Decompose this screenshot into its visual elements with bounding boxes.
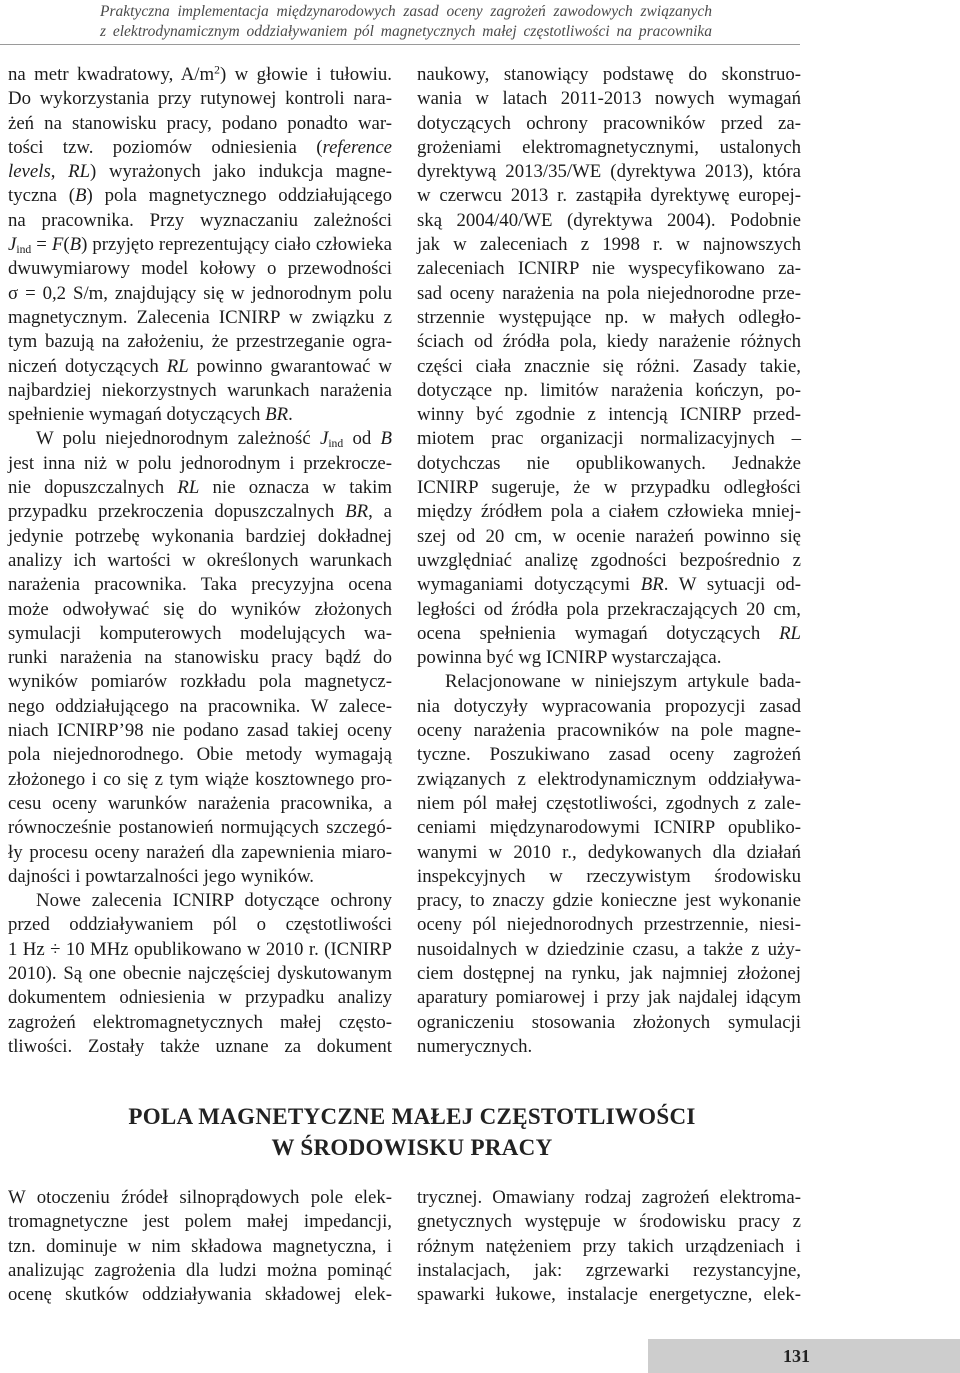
italic-term: RL (177, 477, 200, 499)
text-run: ) pola magnetycznego oddziałującego (86, 185, 392, 207)
text-line: magnetycznym. Zalecenia ICNIRP w związku z (8, 306, 392, 328)
text-line: dyrektywą 2013/35/WE (dyrektywa 2013), która (417, 161, 801, 183)
text-line: winny być zgodnie z intencją ICNIRP przed- (417, 404, 801, 426)
text-line: analizy ich wartości w określonych warunkach (8, 549, 392, 571)
text-line: dwuwymiarowy model kołowy o przewodności (8, 258, 392, 280)
text-line (8, 63, 392, 87)
text-line (417, 573, 801, 597)
text-run: , a (368, 501, 392, 523)
text-line (8, 476, 392, 500)
italic-term: J (319, 428, 329, 450)
text-line: niem pól małej częstotliwości, zgodnych z zale- (417, 792, 801, 814)
text-line: ły procesu oceny narażeń dla zapewnienia miaro- (8, 841, 392, 863)
text-line: sad oceny narażenia na pola niejednorodne prze- (417, 282, 801, 304)
text-line: analizując zagrożenia dla ludzi można pominąć (8, 1259, 392, 1281)
text-line (417, 622, 801, 646)
text-line: aparatury pomiarowej i przy jak najdalej idącym (417, 987, 801, 1009)
text-run: od (343, 428, 381, 450)
italic-term: RL (68, 161, 91, 183)
text-line: ICNIRP sugeruje, że w przypadku odległości (417, 477, 801, 499)
text-line: Nowe zalecenia ICNIRP dotyczące ochrony (36, 890, 392, 912)
text-line: jest inna niż w polu jednorodnym i przekrocze- (8, 452, 392, 474)
text-line: ograniczeniu stosowania złożonych symulacji (417, 1011, 801, 1033)
text-line (8, 403, 392, 427)
text-line: może odwoływać się do wyników złożonych (8, 598, 392, 620)
header-divider (0, 44, 800, 45)
text-line (8, 500, 392, 524)
text-run: na metr kwadratowy, A/m (8, 64, 215, 85)
running-header-line: Praktyczna implementacja międzynarodowych zasad oceny zagrożeń zawodowych związanych (100, 3, 712, 20)
text-line: trycznej. Omawiany rodzaj zagrożeń elektroma- (417, 1187, 801, 1208)
text-run: ) wyrażonych jako indukcja magne- (90, 161, 393, 183)
text-line: naukowy, stanowiący podstawę do skonstruo- (417, 64, 801, 85)
text-line: gnetycznych występuje w środowisku pracy z (417, 1211, 801, 1233)
text-run: wymaganiami dotyczącymi (417, 574, 641, 596)
text-line: tyczne. Poszukiwano zasad oceny zagrożeń (417, 744, 801, 766)
text-run: . W sytuacji od- (663, 574, 801, 596)
section-heading-line: W ŚRODOWISKU PRACY (271, 1135, 553, 1160)
text-line: ściach od źródła pola, kiedy narażenie różnych (417, 331, 801, 353)
text-line: na pracownika. Przy wyznaczaniu zależności (8, 209, 392, 231)
text-line: wyników pomiarów rozkładu pola magnetycz- (8, 671, 392, 693)
text-line: ceniami międzynarodowymi ICNIRP opubliko- (417, 817, 801, 839)
text-line: przed oddziaływaniem pól o częstotliwości (8, 914, 392, 936)
right-text-column (417, 63, 801, 1059)
text-line: 2010). Są one obecnie najczęściej dyskutowanym (8, 962, 392, 984)
text-run: przypadku przekroczenia dopuszczalnych (8, 501, 346, 523)
text-run: . (288, 404, 293, 426)
text-run: , (50, 161, 69, 183)
section-heading (112, 1101, 712, 1163)
text-line: oceny narażenia pracowników na pole magne- (417, 720, 801, 742)
italic-term: J (8, 234, 17, 256)
text-line: nusoidalnych w dziedzinie czasu, a także z uży- (417, 938, 801, 960)
text-line: zaleceniach ICNIRP nie wyspecyfikowano za- (417, 258, 801, 280)
text-line (8, 160, 392, 184)
italic-term: F (51, 234, 64, 256)
running-header (100, 2, 712, 42)
subscript: ind (16, 242, 32, 256)
text-line: uwzględniać analizę zgodności bezpośrednio z (417, 549, 801, 571)
italic-term: RL (779, 622, 801, 644)
page-number: 131 (783, 1346, 810, 1366)
text-line: wania w latach 2011-2013 nowych wymagań (417, 88, 801, 110)
text-line: jak w zaleceniach z 1998 r. w najnowszych (417, 234, 801, 256)
text-line (8, 427, 392, 451)
text-line (8, 355, 392, 379)
text-line: ocenę skutków oddziaływania składowej elek- (8, 1284, 392, 1306)
text-run: ocena spełnienia wymagań dotyczących (417, 622, 780, 644)
section-right-column (417, 1186, 801, 1307)
text-line: powinna być wg ICNIRP wystarczająca. (417, 647, 722, 669)
text-line: narażenia pracownika. Taka precyzyjna ocena (8, 574, 392, 596)
text-line: żeń na stanowisku pracy, podano ponadto war- (8, 112, 392, 134)
text-run: powinno gwarantować w (188, 355, 392, 377)
text-line: pola niejednorodnego. Obie metody wymagają (8, 744, 392, 766)
text-line: inspekcyjnych w rzeczywistym środowisku (417, 865, 801, 887)
text-line: równocześnie postanowień normujących szczegó- (8, 817, 392, 839)
text-run: nie dopuszczalnych (8, 477, 178, 499)
text-run: niczeń dotyczących (8, 355, 167, 377)
text-line: grożeniami elektromagnetycznymi, ustalonych (417, 136, 801, 158)
text-line: dotyczących ochrony pracowników przed za- (417, 112, 801, 134)
text-line: miotem prac organizacji normalizacyjnych – (417, 428, 801, 450)
text-line: części ciała znacznie się różni. Zasady takie, (417, 355, 801, 377)
italic-term: B (380, 428, 392, 450)
superscript: 2 (214, 63, 220, 77)
italic-term: B (69, 234, 82, 256)
text-run: tości tzw. poziomów odniesienia ( (8, 136, 323, 158)
italic-term: RL (166, 355, 189, 377)
text-run: spełnienie wymagań dotyczących (8, 404, 266, 426)
text-run: W polu niejednorodnym zależność (36, 428, 320, 450)
text-line: w czerwcu 2013 r. zastąpiła dyrektywę europej- (417, 185, 801, 207)
italic-term: B (75, 185, 87, 207)
text-line: zagrożeń elektromagnetycznych małej często- (8, 1011, 392, 1033)
text-run: ) przyjęto reprezentujący ciało człowieka (81, 234, 393, 256)
text-line: oceny pól niejednorodnych przestrzennie, niesi- (417, 914, 801, 936)
text-line: wanymi w 2010 r., dedykowanych dla działań (417, 841, 801, 863)
italic-term: BR (640, 574, 664, 596)
text-line: tym bazują na założeniu, że przestrzeganie ogra- (8, 331, 392, 353)
text-line: złożonego i co się z tym wiąże kosztownego pro- (8, 768, 392, 790)
italic-term: BR (265, 404, 289, 426)
text-line: dokumentem odniesienia w przypadku analizy (8, 987, 392, 1009)
text-line (8, 184, 392, 208)
text-line: Do wykorzystania przy rutynowej kontroli nara- (8, 88, 392, 110)
text-line: pracy, to znaczy gdzie konieczne jest wykonanie (417, 890, 801, 912)
text-line: symulacji komputerowych modelujących wa- (8, 622, 392, 644)
text-line: nego oddziałującego na pracownika. W zalece- (8, 695, 392, 717)
italic-term: BR (345, 501, 369, 523)
section-heading-line: POLA MAGNETYCZNE MAŁEJ CZĘSTOTLIWOŚCI (128, 1104, 696, 1129)
text-line: spawarki łukowe, instalacje energetyczne, elek- (417, 1284, 801, 1306)
text-run: ( (63, 234, 70, 256)
text-line: strzennie występujące np. w małych odległo- (417, 306, 801, 328)
text-line: instalacjach, jak: zgrzewarki rezystancyjne, (417, 1259, 801, 1281)
text-run: ) w głowie i tułowiu. (219, 64, 392, 85)
text-run: = (31, 234, 52, 256)
italic-term: levels (8, 161, 51, 183)
text-line: Relacjonowane w niniejszym artykule bada- (445, 671, 801, 693)
text-line: tliwości. Zostały także uznane za dokument (8, 1035, 392, 1057)
text-line: jedynie potrzebę wykonania bardziej dokładnej (8, 525, 392, 547)
text-line: 1 Hz ÷ 10 MHz opublikowano w 2010 r. (ICNIRP (8, 938, 392, 960)
text-line: ską 2004/40/WE (dyrektywa 2004). Podobnie (417, 209, 801, 231)
text-line: numerycznych. (417, 1035, 533, 1057)
text-line: między źródłem pola a ciałem człowieka mniej- (417, 501, 801, 523)
text-line: tzn. dominuje w nim składowa magnetyczna, i (8, 1235, 392, 1257)
text-line: cesu oceny warunków narażenia pracownika, a (8, 792, 392, 814)
text-line: W otoczeniu źródeł silnoprądowych pole elek- (8, 1187, 392, 1208)
text-line: niach ICNIRP’98 nie podano zasad takiej oceny (8, 720, 392, 742)
text-line: dajności i powtarzalności jego wyników. (8, 865, 314, 887)
text-line (8, 233, 392, 257)
text-line: różnym natężeniem przy takich urządzeniach i (417, 1235, 801, 1257)
text-line: σ = 0,2 S/m, znajdujący się w jednorodnym polu (8, 282, 392, 304)
left-text-column (8, 63, 392, 1059)
text-line: ciem dostępnej na rynku, jak najmniej złożonej (417, 962, 801, 984)
italic-term: reference (322, 136, 392, 158)
text-line: runki narażenia na stanowisku pracy bądź do (8, 647, 392, 669)
text-line: dotychczas nie opublikowanych. Jednakże (417, 452, 801, 474)
text-run: tyczna ( (8, 185, 76, 207)
section-left-column (8, 1186, 392, 1307)
text-line: tromagnetyczne jest polem małej impedancji, (8, 1211, 392, 1233)
text-line: szej od 20 cm, w ocenie narażeń powinno się (417, 525, 801, 547)
subscript: ind (328, 437, 344, 451)
text-line: najbardziej niekorzystnych warunkach narażenia (8, 379, 392, 401)
text-line (8, 136, 392, 160)
text-run: nie oznacza w takim (199, 477, 392, 499)
text-line: nia dotyczyły wypracowania propozycji zasad (417, 695, 801, 717)
running-header-line: z elektrodynamicznym oddziaływaniem pól magnetycznych małej częstotliwości na pracownika (100, 23, 712, 40)
text-line: ległości od źródła pola przekraczających 20 cm, (417, 598, 801, 620)
text-line: dotyczące np. limitów narażenia kończyn, po- (417, 379, 801, 401)
text-line: związanych z elektrodynamicznym oddziaływa- (417, 768, 801, 790)
